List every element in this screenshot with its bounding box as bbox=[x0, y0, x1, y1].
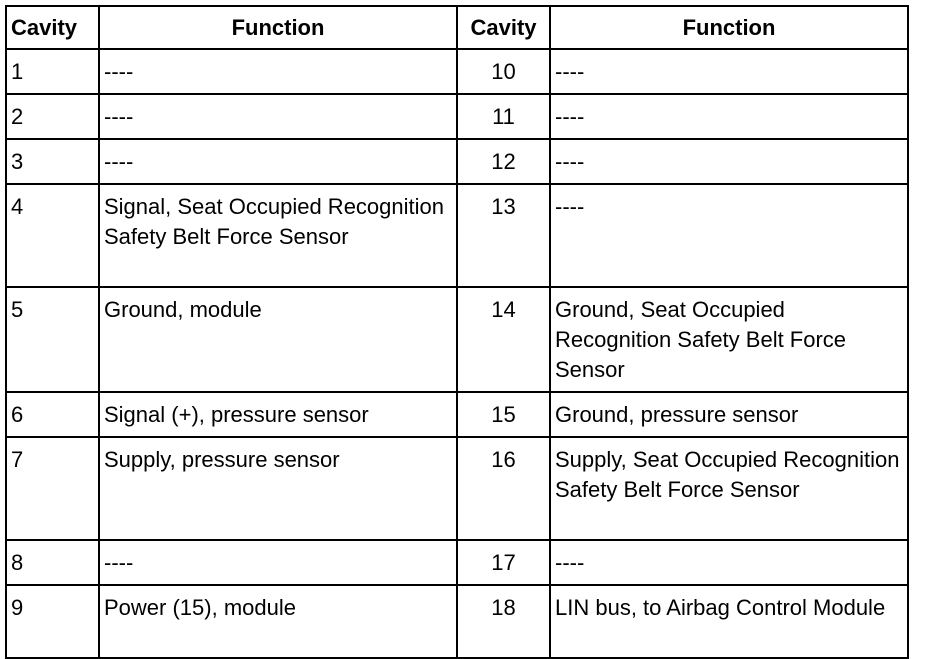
table-row bbox=[6, 49, 908, 94]
cavity-number: 9 bbox=[6, 585, 99, 658]
cavity-function: Supply, Seat Occupied Recognition Safety Belt Force Sensor bbox=[550, 437, 908, 540]
cavity-number: 15 bbox=[457, 392, 550, 437]
function-column-header: Function bbox=[550, 6, 908, 49]
cavity-function: ---- bbox=[550, 540, 908, 585]
cavity-function: ---- bbox=[99, 540, 457, 585]
cavity-function: LIN bus, to Airbag Control Module bbox=[550, 585, 908, 658]
table-row bbox=[6, 94, 908, 139]
cavity-function: ---- bbox=[99, 94, 457, 139]
table-row bbox=[6, 139, 908, 184]
cavity-number: 18 bbox=[457, 585, 550, 658]
cavity-number: 16 bbox=[457, 437, 550, 540]
table-row bbox=[6, 184, 908, 287]
cavity-function: Supply, pressure sensor bbox=[99, 437, 457, 540]
cavity-number: 13 bbox=[457, 184, 550, 287]
connector-pinout-table bbox=[5, 5, 909, 659]
cavity-function: Ground, pressure sensor bbox=[550, 392, 908, 437]
cavity-number: 14 bbox=[457, 287, 550, 392]
table-row bbox=[6, 287, 908, 392]
cavity-function: ---- bbox=[99, 49, 457, 94]
cavity-column-header: Cavity bbox=[6, 6, 99, 49]
cavity-number: 17 bbox=[457, 540, 550, 585]
cavity-number: 6 bbox=[6, 392, 99, 437]
cavity-number: 3 bbox=[6, 139, 99, 184]
cavity-number: 2 bbox=[6, 94, 99, 139]
cavity-number: 8 bbox=[6, 540, 99, 585]
cavity-function: ---- bbox=[550, 49, 908, 94]
cavity-function: Power (15), module bbox=[99, 585, 457, 658]
cavity-number: 12 bbox=[457, 139, 550, 184]
cavity-function: Signal, Seat Occupied Recognition Safety Belt Force Sensor bbox=[99, 184, 457, 287]
function-column-header: Function bbox=[99, 6, 457, 49]
table-row bbox=[6, 540, 908, 585]
cavity-column-header: Cavity bbox=[457, 6, 550, 49]
cavity-number: 7 bbox=[6, 437, 99, 540]
cavity-function: ---- bbox=[99, 139, 457, 184]
cavity-function: Signal (+), pressure sensor bbox=[99, 392, 457, 437]
cavity-function: Ground, module bbox=[99, 287, 457, 392]
cavity-number: 11 bbox=[457, 94, 550, 139]
cavity-function: ---- bbox=[550, 139, 908, 184]
cavity-function: Ground, Seat Occupied Recognition Safety Belt Force Sensor bbox=[550, 287, 908, 392]
cavity-number: 4 bbox=[6, 184, 99, 287]
table-header-row bbox=[6, 6, 908, 49]
table-row bbox=[6, 437, 908, 540]
table-row bbox=[6, 392, 908, 437]
cavity-number: 5 bbox=[6, 287, 99, 392]
cavity-number: 10 bbox=[457, 49, 550, 94]
table-row bbox=[6, 585, 908, 658]
cavity-function: ---- bbox=[550, 184, 908, 287]
cavity-function: ---- bbox=[550, 94, 908, 139]
cavity-number: 1 bbox=[6, 49, 99, 94]
